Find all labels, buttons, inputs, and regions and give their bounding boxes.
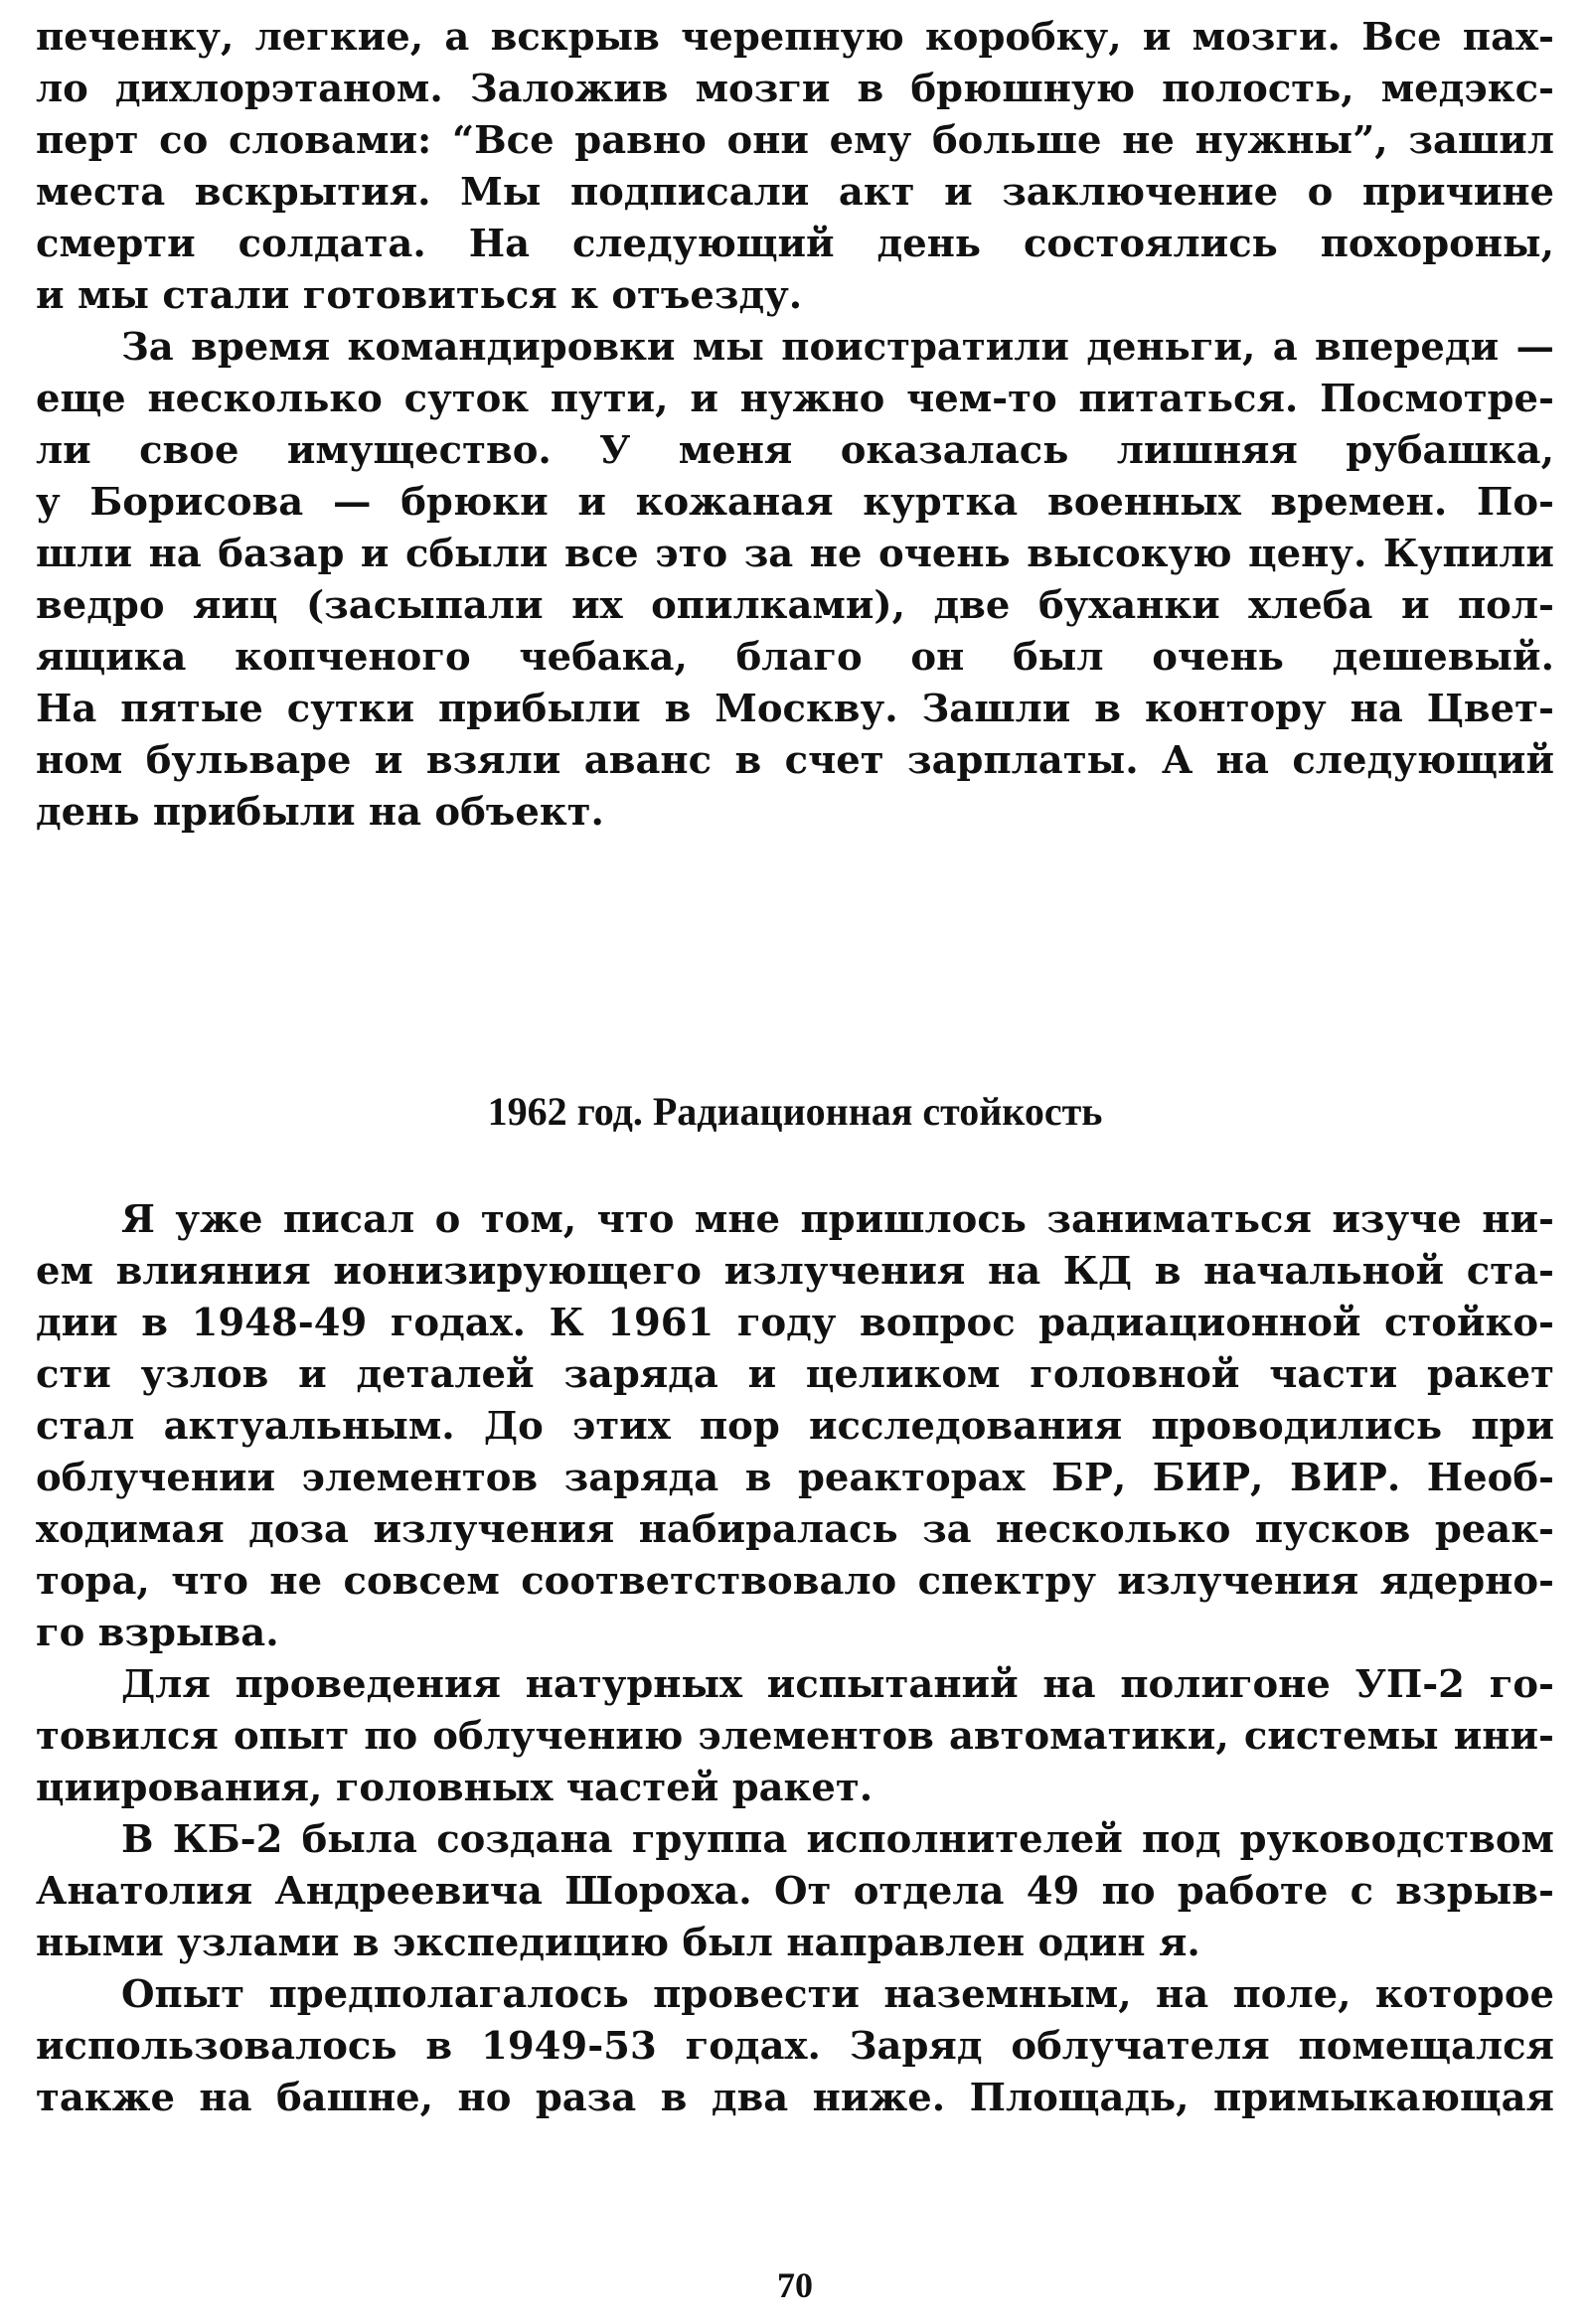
text-line: циирования, головных частей ракет.: [36, 1766, 874, 1810]
text-line: Опыт предполагалось провести наземным, на поле, которое: [121, 1972, 1554, 2017]
text-line: день прибыли на объект.: [36, 790, 604, 835]
text-line: тора, что не совсем соответствовало спектру излучения ядерно-: [36, 1559, 1554, 1604]
paragraph: [36, 12, 1554, 322]
page-number: 70: [777, 2265, 813, 2305]
text-line: товился опыт по облучению элементов автоматики, системы ини-: [36, 1714, 1554, 1759]
text-line: у Борисова — брюки и кожаная куртка военных времен. По-: [36, 480, 1554, 525]
text-line: дии в 1948-49 годах. К 1961 году вопрос радиационной стойко-: [36, 1301, 1554, 1345]
text-line: ло дихлорэтаном. Заложив мозги в брюшную полость, медэкс-: [36, 67, 1554, 111]
text-line: и мы стали готовиться к отъезду.: [36, 273, 803, 318]
text-line: ли свое имущество. У меня оказалась лишняя рубашка,: [36, 428, 1554, 473]
paragraph: [36, 1194, 1554, 1659]
paragraph: [36, 1659, 1554, 1814]
text-line: стал актуальным. До этих пор исследования проводились при: [36, 1404, 1554, 1449]
paragraph: [36, 322, 1554, 839]
text-line: ными узлами в экспедицию был направлен один я.: [36, 1921, 1200, 1965]
text-line: ем влияния ионизирующего излучения на КД в начальной ста-: [36, 1249, 1554, 1294]
text-line: облучении элементов заряда в реакторах БР, БИР, ВИР. Необ-: [36, 1456, 1554, 1500]
text-line: На пятые сутки прибыли в Москву. Зашли в контору на Цвет-: [36, 687, 1554, 731]
text-line: Для проведения натурных испытаний на полигоне УП-2 го-: [121, 1662, 1554, 1707]
text-line: сти узлов и деталей заряда и целиком головной части ракет: [36, 1352, 1554, 1397]
text-line: печенку, легкие, а вскрыв черепную коробку, и мозги. Все пах-: [36, 15, 1554, 60]
text-line: Анатолия Андреевича Шороха. От отдела 49 по работе с взрыв-: [36, 1869, 1554, 1914]
text-line: За время командировки мы поистратили деньги, а впереди —: [121, 325, 1554, 370]
paragraph: [36, 1814, 1554, 1969]
text-line: места вскрытия. Мы подписали акт и заключение о причине: [36, 170, 1554, 215]
text-line: еще несколько суток пути, и нужно чем-то питаться. Посмотре-: [36, 377, 1554, 421]
text-line: ящика копченого чебака, благо он был очень дешевый.: [36, 635, 1554, 680]
section-heading: 1962 год. Радиационная стойкость: [487, 1089, 1103, 1134]
text-line: В КБ-2 была создана группа исполнителей под руководством: [121, 1817, 1554, 1862]
text-line: перт со словами: “Все равно они ему больше не нужны”, зашил: [36, 118, 1554, 163]
text-line: шли на базар и сбыли все это за не очень высокую цену. Купили: [36, 532, 1554, 576]
text-line: использовалось в 1949-53 годах. Заряд облучателя помещался: [36, 2024, 1554, 2069]
text-line: также на башне, но раза в два ниже. Площадь, примыкающая: [36, 2076, 1554, 2120]
text-block-top: [36, 12, 1554, 839]
text-line: смерти солдата. На следующий день состоялись похороны,: [36, 222, 1554, 266]
text-line: го взрыва.: [36, 1611, 279, 1655]
text-line: Я уже писал о том, что мне пришлось заниматься изуче ни-: [121, 1197, 1554, 1242]
text-block-section: [36, 1194, 1554, 2124]
text-line: ведро яиц (засыпали их опилками), две буханки хлеба и пол-: [36, 583, 1554, 628]
paragraph: [36, 1969, 1554, 2124]
text-line: ном бульваре и взяли аванс в счет зарплаты. А на следующий: [36, 738, 1554, 783]
text-line: ходимая доза излучения набиралась за несколько пусков реак-: [36, 1507, 1554, 1552]
